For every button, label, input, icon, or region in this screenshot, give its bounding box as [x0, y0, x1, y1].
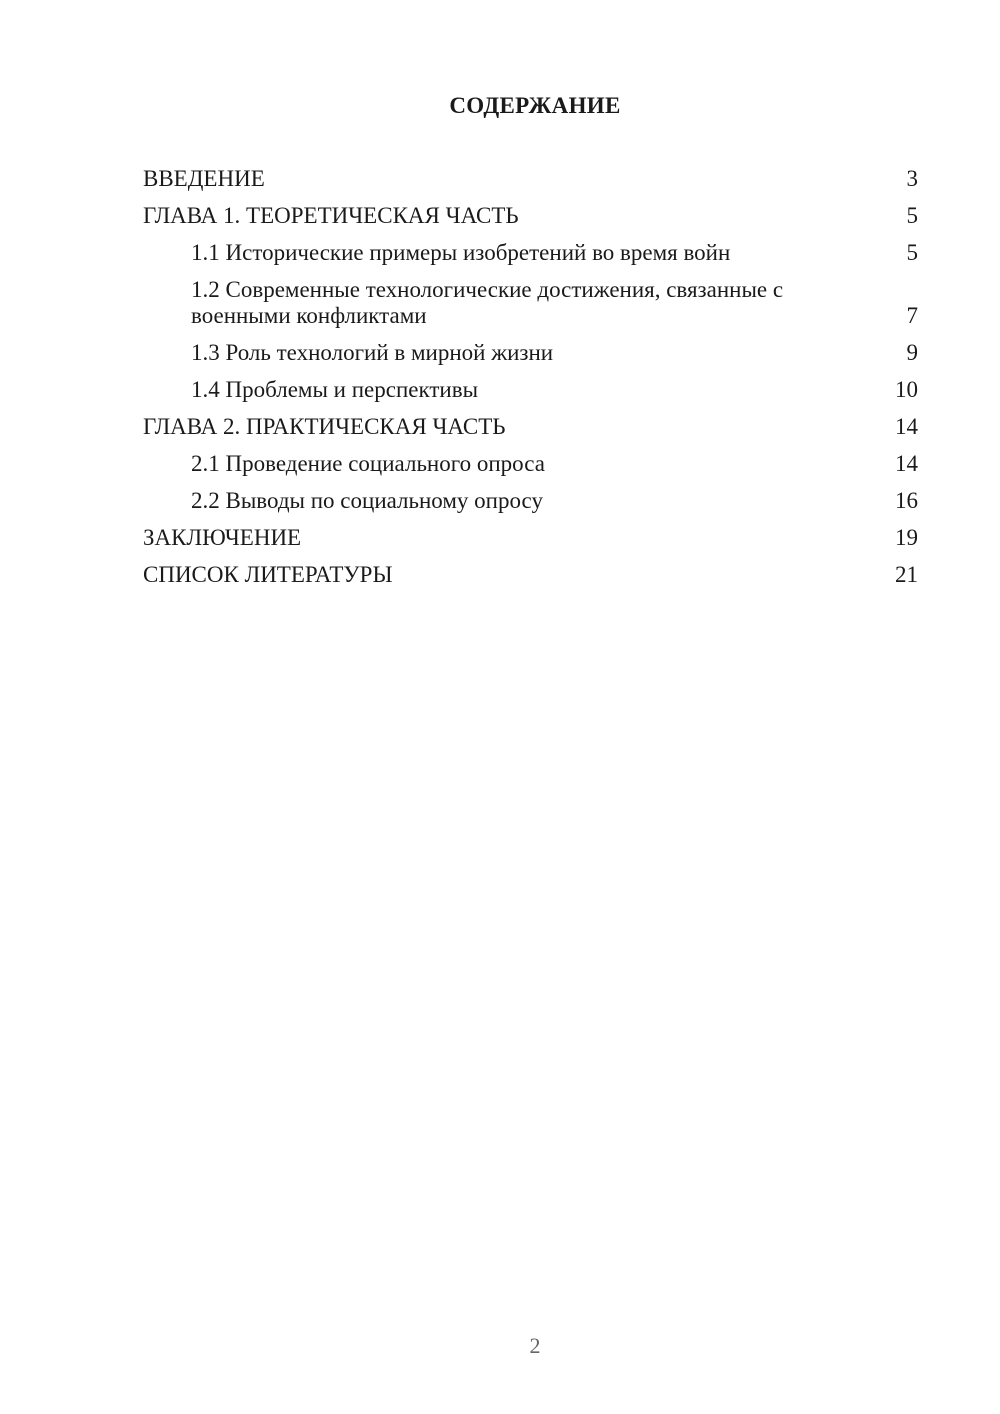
toc-entry-1-4[interactable]: [143, 377, 918, 403]
toc-entry-introduction[interactable]: [143, 166, 918, 192]
toc-entry-label: ГЛАВА 1. ТЕОРЕТИЧЕСКАЯ ЧАСТЬ: [143, 203, 519, 228]
toc-entry-page: 7: [906, 303, 918, 328]
toc-entry-page: 14: [895, 451, 918, 476]
toc-entry-label: 1.3 Роль технологий в мирной жизни: [191, 340, 554, 365]
page-number: 2: [529, 1333, 541, 1358]
toc-entry-page: 16: [895, 488, 918, 513]
toc-title: СОДЕРЖАНИЕ: [449, 93, 621, 118]
toc-entry-page: 10: [895, 377, 918, 402]
toc-entry-page: 14: [895, 414, 918, 439]
toc-entry-page: 5: [906, 203, 918, 228]
toc-entry-page: 3: [906, 166, 918, 191]
toc-entry-2-1[interactable]: [143, 451, 918, 477]
toc-entry-page: 5: [906, 240, 918, 265]
toc-entry-label: 2.2 Выводы по социальному опросу: [191, 488, 543, 513]
toc-entry-page: 19: [895, 525, 918, 550]
toc-entry-1-1[interactable]: [143, 240, 918, 266]
toc-entry-label: ЗАКЛЮЧЕНИЕ: [143, 525, 302, 550]
toc-entry-chapter-1[interactable]: [143, 203, 918, 229]
toc-entry-conclusion[interactable]: [143, 525, 918, 551]
table-of-contents: [143, 166, 918, 599]
toc-entry-1-3[interactable]: [143, 340, 918, 366]
toc-entry-label: 1.2 Современные технологические достижения, связанные с военными конфликтами: [191, 277, 784, 328]
toc-entry-references[interactable]: [143, 562, 918, 588]
toc-entry-label: 1.4 Проблемы и перспективы: [191, 377, 479, 402]
toc-entry-chapter-2[interactable]: [143, 414, 918, 440]
toc-entry-label: ГЛАВА 2. ПРАКТИЧЕСКАЯ ЧАСТЬ: [143, 414, 506, 439]
toc-entry-label: 2.1 Проведение социального опроса: [191, 451, 545, 476]
toc-entry-1-2[interactable]: [143, 277, 918, 329]
toc-entry-label: 1.1 Исторические примеры изобретений во время войн: [191, 240, 731, 265]
toc-entry-page: 9: [906, 340, 918, 365]
toc-entry-page: 21: [895, 562, 918, 587]
toc-entry-label: СПИСОК ЛИТЕРАТУРЫ: [143, 562, 393, 587]
toc-entry-2-2[interactable]: [143, 488, 918, 514]
toc-entry-label: ВВЕДЕНИЕ: [143, 166, 265, 191]
